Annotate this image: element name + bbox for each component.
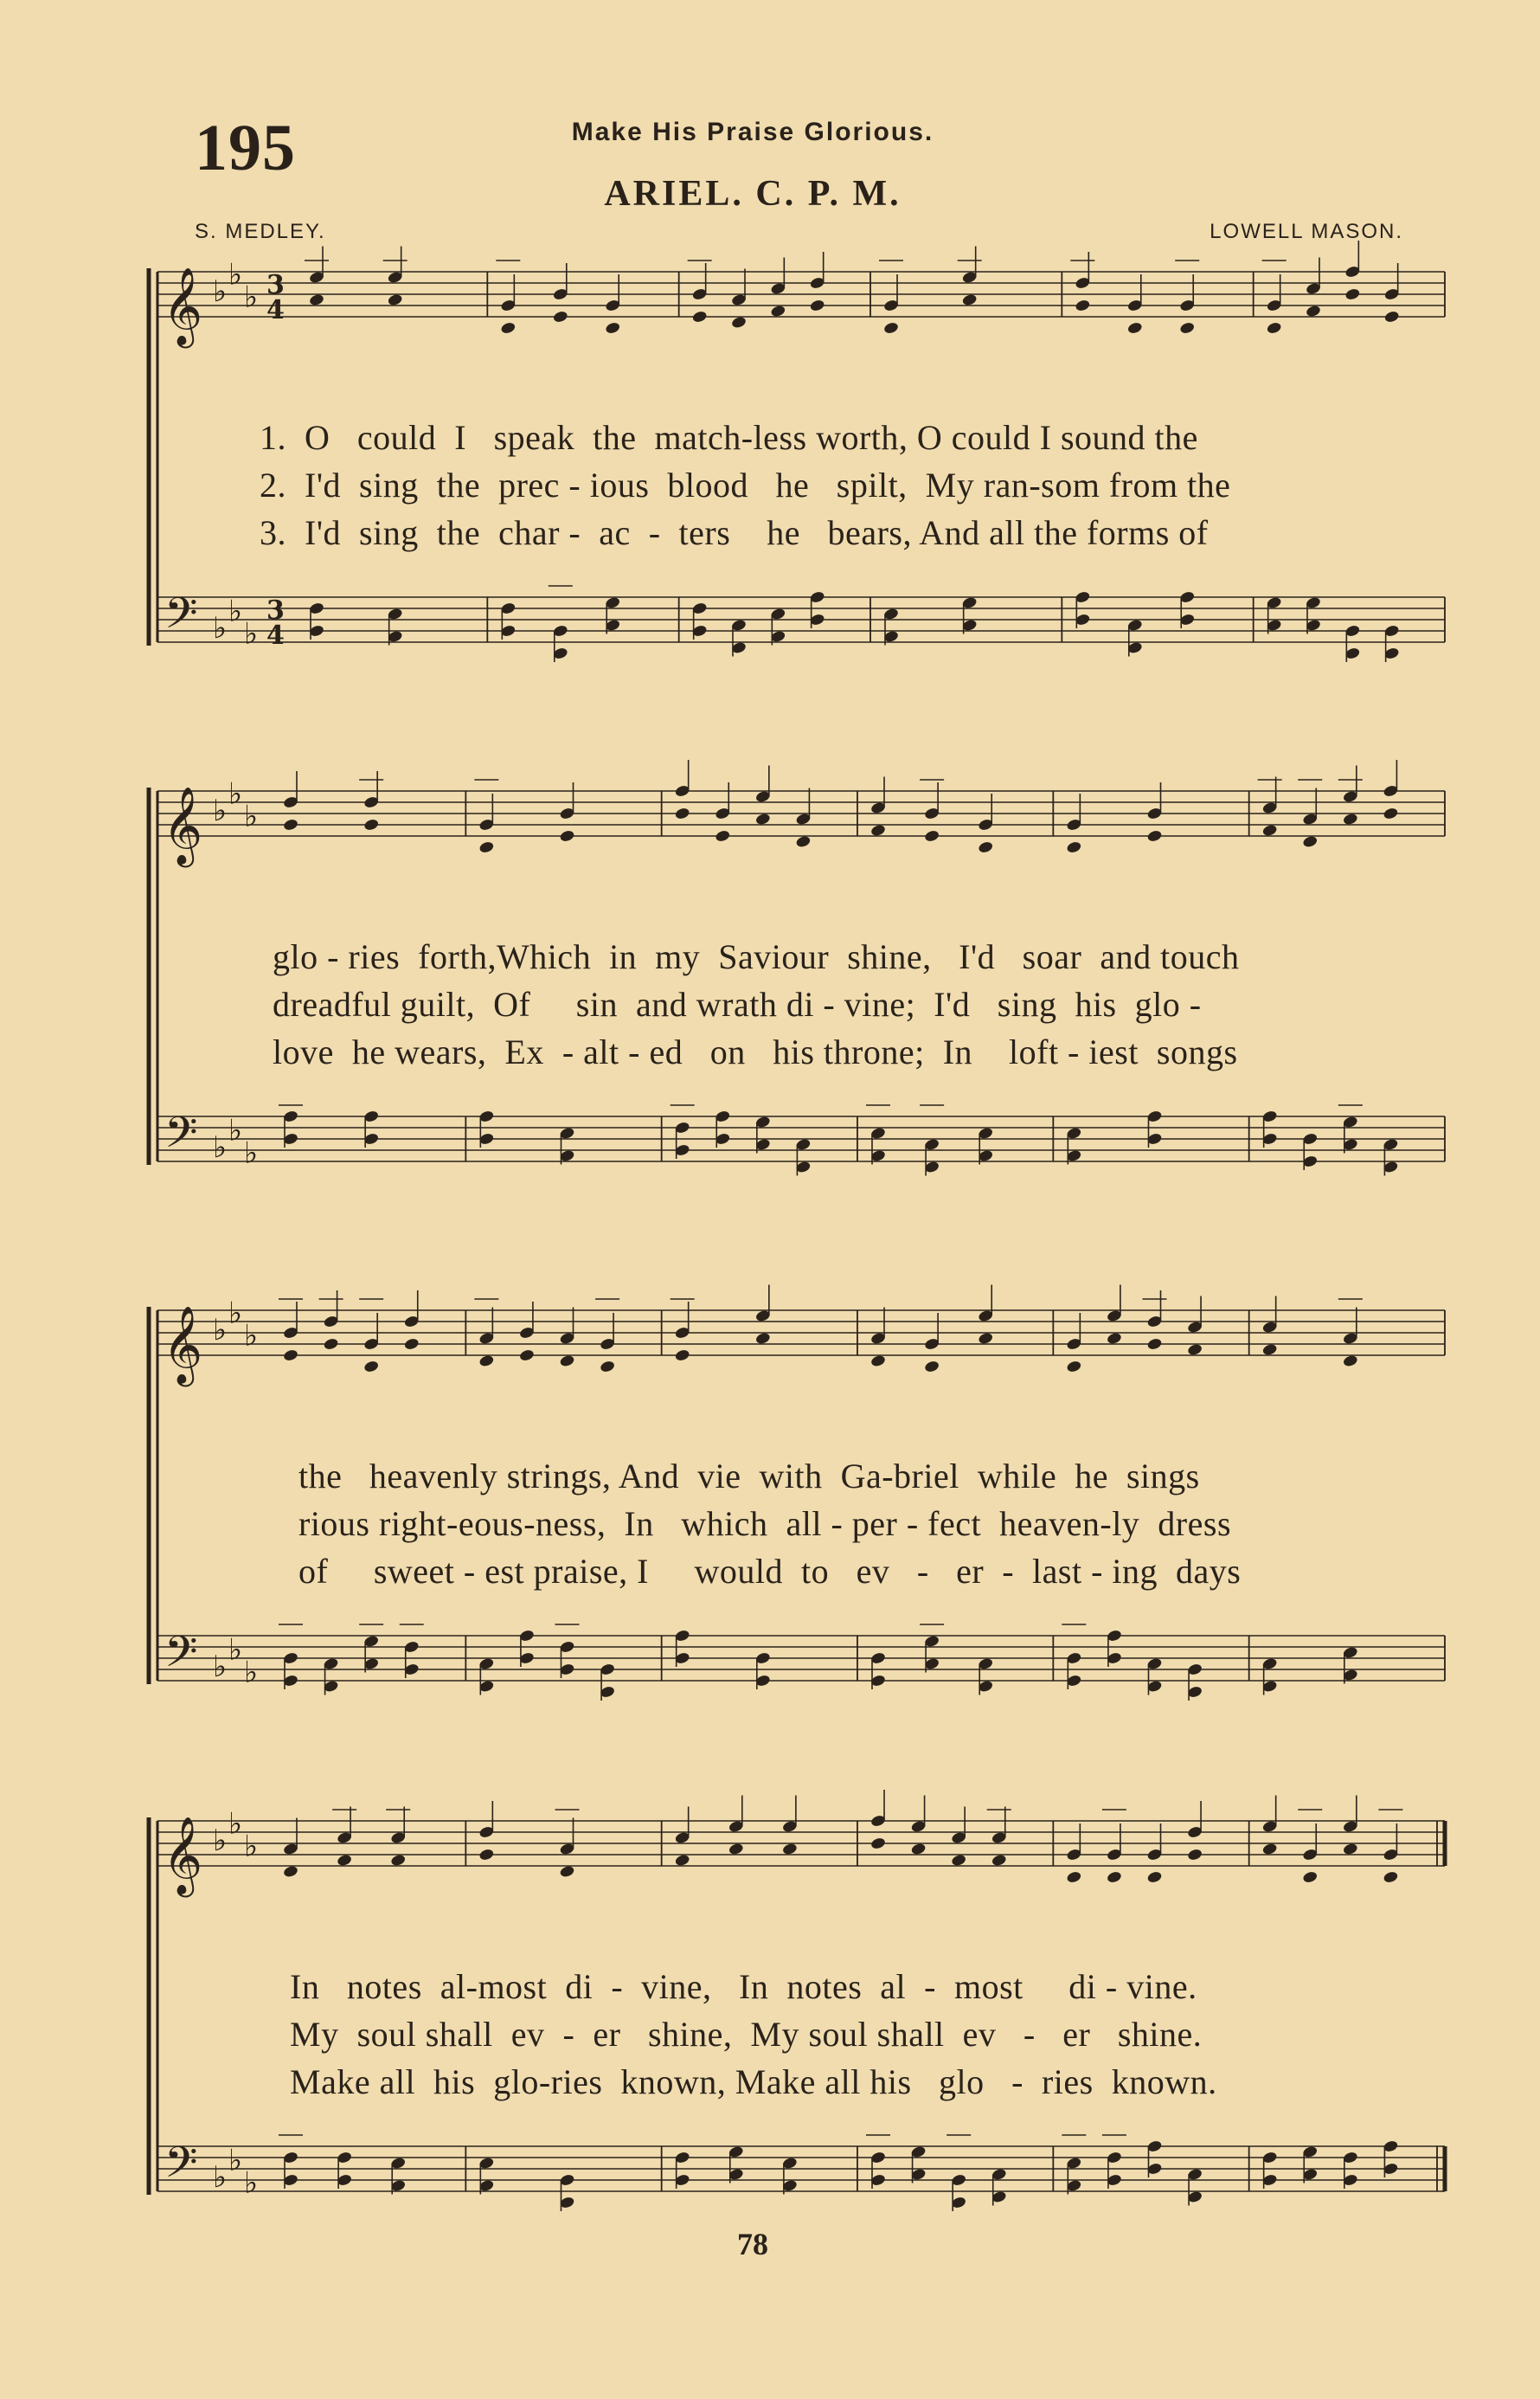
hymn-subtitle: Make His Praise Glorious. xyxy=(571,118,934,146)
svg-text:♭: ♭ xyxy=(244,1829,259,1864)
lyric-line: dreadful guilt, Of sin and wrath di - vine; I'd sing his glo - xyxy=(273,985,1202,1024)
svg-text:♭: ♭ xyxy=(244,1135,259,1171)
bass-clef-icon: 𝄢 xyxy=(164,1627,198,1688)
svg-text:♭: ♭ xyxy=(244,280,259,315)
svg-text:3: 3 xyxy=(266,595,285,626)
treble-clef-icon: 𝄞 xyxy=(163,787,203,865)
svg-text:♭: ♭ xyxy=(228,594,243,629)
svg-text:♭: ♭ xyxy=(228,1806,243,1842)
svg-text:♭: ♭ xyxy=(213,1130,228,1165)
svg-text:♭: ♭ xyxy=(213,2160,228,2195)
tune-name: ARIEL. C. P. M. xyxy=(604,174,902,214)
music-system-3 xyxy=(138,1298,1453,1748)
svg-text:♭: ♭ xyxy=(228,1296,243,1331)
music-credit: LOWELL MASON. xyxy=(1210,220,1403,243)
svg-text:3: 3 xyxy=(266,270,285,300)
lyric-line: In notes al-most di - vine, In notes al - most di - vine. xyxy=(290,1967,1197,2006)
words-credit: S. MEDLEY. xyxy=(195,220,326,243)
lyric-line: 1. O could I speak the match-less worth, O could I sound the xyxy=(260,418,1198,457)
lyric-line: rious right-eous-ness, In which all - per - fect heaven-ly dress xyxy=(298,1504,1232,1543)
lyric-line: the heavenly strings, And vie with Ga-briel while he sings xyxy=(298,1457,1200,1495)
page-number: 78 xyxy=(737,2227,768,2261)
treble-clef-icon: 𝄞 xyxy=(163,1817,203,1894)
lyric-line: love he wears, Ex - alt - ed on his throne; In loft - iest songs xyxy=(273,1032,1238,1071)
bass-clef-icon: 𝄢 xyxy=(164,588,198,649)
lyric-line: glo - ries forth,Which in my Saviour shine, I'd soar and touch xyxy=(273,937,1240,976)
svg-text:♭: ♭ xyxy=(213,274,228,309)
svg-text:♭: ♭ xyxy=(213,1823,228,1858)
bass-clef-icon: 𝄢 xyxy=(164,1108,198,1168)
hymn-number: 195 xyxy=(195,112,296,184)
svg-text:♭: ♭ xyxy=(244,1318,259,1354)
lyric-line: of sweet - est praise, I would to ev - er - last - ing days xyxy=(298,1552,1242,1591)
svg-text:♭: ♭ xyxy=(213,611,228,646)
svg-text:♭: ♭ xyxy=(228,776,243,812)
lyric-line: 3. I'd sing the char - ac - ters he bears, And all the forms of xyxy=(260,513,1209,552)
treble-clef-icon: 𝄞 xyxy=(163,267,203,345)
svg-text:4: 4 xyxy=(266,295,285,325)
lyric-line: 2. I'd sing the prec - ious blood he spilt, My ran-som from the xyxy=(260,466,1231,505)
svg-text:♭: ♭ xyxy=(213,1313,228,1347)
treble-clef-icon: 𝄞 xyxy=(163,1306,203,1384)
svg-text:♭: ♭ xyxy=(244,616,259,652)
svg-text:♭: ♭ xyxy=(244,799,259,834)
svg-text:♭: ♭ xyxy=(213,794,228,828)
music-system-2 xyxy=(138,776,1453,1229)
music-system-4 xyxy=(138,1806,1453,2224)
svg-text:♭: ♭ xyxy=(228,257,243,293)
svg-text:♭: ♭ xyxy=(244,1655,259,1690)
lyric-line: My soul shall ev - er shine, My soul shall ev - er shine. xyxy=(290,2015,1203,2054)
bass-clef-icon: 𝄢 xyxy=(164,2138,198,2198)
svg-text:♭: ♭ xyxy=(228,1113,243,1148)
svg-text:♭: ♭ xyxy=(213,1650,228,1684)
svg-text:♭: ♭ xyxy=(244,2165,259,2201)
lyric-line: Make all his glo-ries known, Make all his glo - ries known. xyxy=(290,2062,1217,2101)
svg-text:♭: ♭ xyxy=(228,2143,243,2178)
svg-text:♭: ♭ xyxy=(228,1632,243,1668)
svg-text:4: 4 xyxy=(266,621,285,651)
music-system-1 xyxy=(138,257,1453,710)
